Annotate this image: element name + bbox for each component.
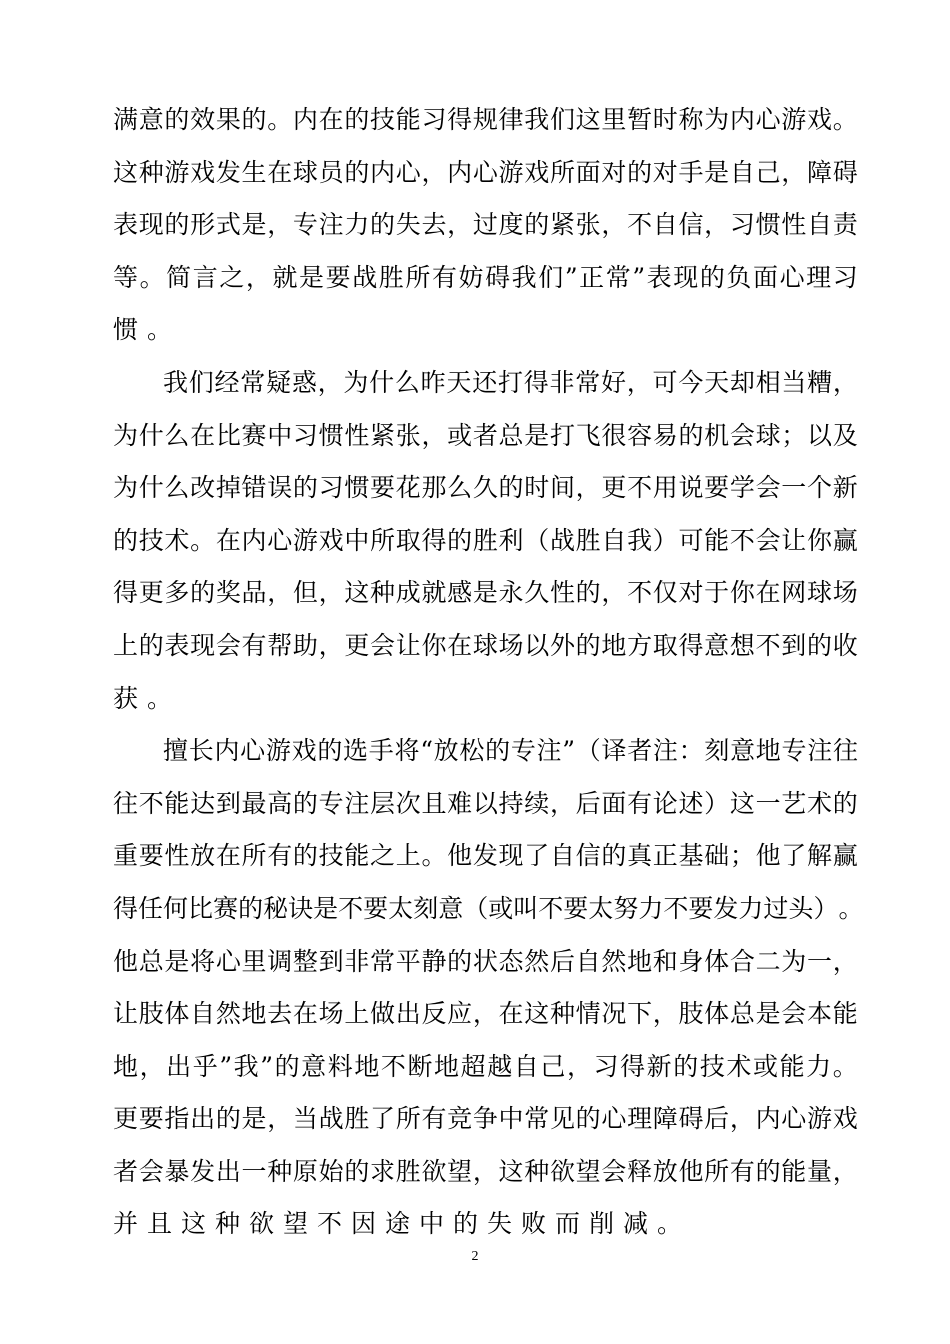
text-line: 并且这种欲望不因途中的失败而削减。 [113,1209,692,1239]
text-line: 表 现 的 形 式 是 ， 专 注 力 的 失 去 ， 过 度 的 紧 张 ， 不 自 信 ， 习 惯 性 自 责 [113,210,858,240]
text-line: 让 肢 体 自 然 地 去 在 场 上 做 出 反 应 ， 在 这 种 情 况 下 ， 肢 体 总 是 会 本 能 [113,999,858,1029]
text-line: 擅 长 内 心 游 戏 的 选 手 将 “ 放 松 的 专 注 ” （ 译 者 注 ： 刻 意 地 专 注 往 [163,736,858,766]
text-line: 这 种 游 戏 发 生 在 球 员 的 内 心 ， 内 心 游 戏 所 面 对 的 对 手 是 自 己 ， 障 碍 [113,157,858,187]
text-line: 往 不 能 达 到 最 高 的 专 注 层 次 且 难 以 持 续 ， 后 面 有 论 述 ） 这 一 艺 术 的 [113,788,858,818]
text-line: 获。 [113,683,182,713]
text-line: 为 什 么 改 掉 错 误 的 习 惯 要 花 那 么 久 的 时 间 ， 更 不 用 说 要 学 会 一 个 新 [113,473,858,503]
text-line: 更 要 指 出 的 是 ， 当 战 胜 了 所 有 竞 争 中 常 见 的 心 理 障 碍 后 ， 内 心 游 戏 [113,1104,858,1134]
document-body [113,94,864,1251]
text-line: 地 ， 出 乎 ” 我 ” 的 意 料 地 不 断 地 超 越 自 己 ， 习 得 新 的 技 术 或 能 力 。 [113,1051,858,1081]
text-line: 上 的 表 现 会 有 帮 助 ， 更 会 让 你 在 球 场 以 外 的 地 方 取 得 意 想 不 到 的 收 [113,630,858,660]
text-line: 者 会 暴 发 出 一 种 原 始 的 求 胜 欲 望 ， 这 种 欲 望 会 释 放 他 所 有 的 能 量 ， [113,1156,858,1186]
text-line: 为 什 么 在 比 赛 中 习 惯 性 紧 张 ， 或 者 总 是 打 飞 很 容 易 的 机 会 球 ； 以 及 [113,420,858,450]
text-line: 满 意 的 效 果 的 。 内 在 的 技 能 习 得 规 律 我 们 这 里 暂 时 称 为 内 心 游 戏 。 [113,105,858,134]
text-line: 得 任 何 比 赛 的 秘 诀 是 不 要 太 刻 意 （ 或 叫 不 要 太 努 力 不 要 发 力 过 头 ） 。 [113,893,864,923]
text-line: 重 要 性 放 在 所 有 的 技 能 之 上 。 他 发 现 了 自 信 的 真 正 基 础 ； 他 了 解 赢 [113,841,858,871]
text-line: 他 总 是 将 心 里 调 整 到 非 常 平 静 的 状 态 然 后 自 然 地 和 身 体 合 二 为 一 ， [113,946,858,976]
text-line: 的 技 术 。 在 内 心 游 戏 中 所 取 得 的 胜 利 （ 战 胜 自 我 ） 可 能 不 会 让 你 赢 [113,525,858,555]
text-line: 得 更 多 的 奖 品 ， 但 ， 这 种 成 就 感 是 永 久 性 的 ， 不 仅 对 于 你 在 网 球 场 [113,578,858,608]
text-line: 惯。 [113,315,182,345]
text-line: 等 。 简 言 之 ， 就 是 要 战 胜 所 有 妨 碍 我 们 ” 正 常 ” 表 现 的 负 面 心 理 习 [113,262,858,292]
text-line: 我 们 经 常 疑 惑 ， 为 什 么 昨 天 还 打 得 非 常 好 ， 可 今 天 却 相 当 糟 ， [163,367,858,397]
page-number: 2 [471,1249,479,1264]
